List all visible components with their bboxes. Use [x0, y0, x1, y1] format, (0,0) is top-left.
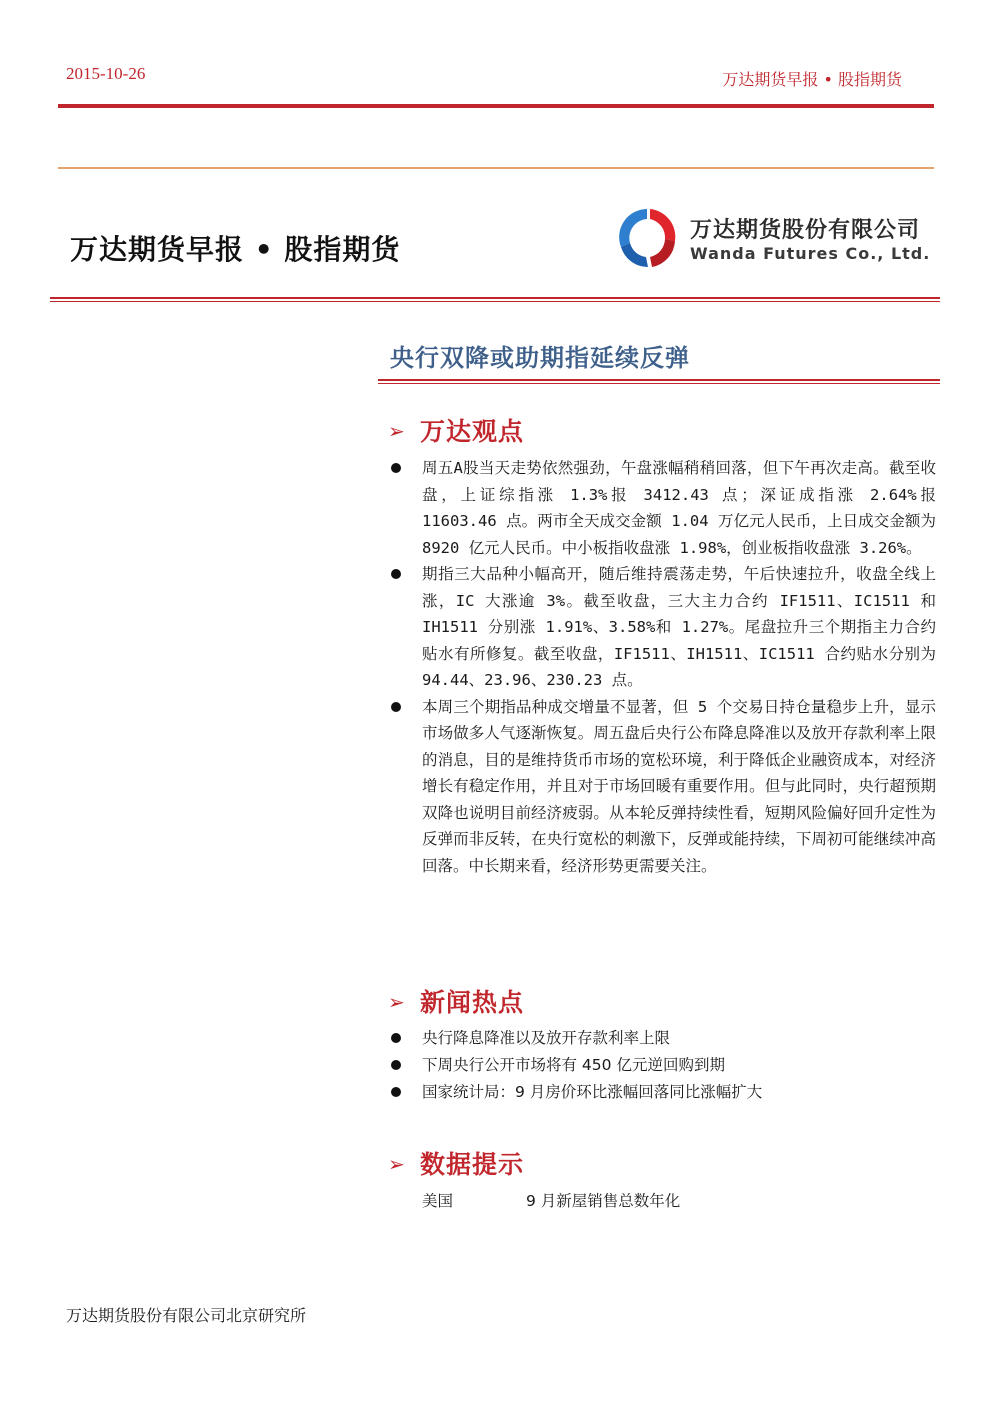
brand-title: 万达期货早报 • 股指期货 [70, 233, 401, 266]
section-title-view [388, 412, 524, 448]
logo-company-name-en: Wanda Futures Co., Ltd. [690, 244, 931, 263]
news-bullet-list [388, 1025, 936, 1106]
wanda-swirl-logo-icon [612, 203, 682, 273]
list-item [388, 455, 936, 561]
orange-divider [58, 167, 934, 169]
list-item-text: 周五A股当天走势依然强劲，午盘涨幅稍稍回落，但下午再次走高。截至收盘，上证综指涨 1.3%报 3412.43 点；深证成指涨 2.64%报 11603.46 点。两市全天成交金额 1.04 万亿元人民币，上日成交金额为 8920 亿元人民币。中小板指收盘涨 1.98%，创业板指收盘涨 3.26%。 [422, 459, 936, 557]
list-item [388, 1052, 936, 1079]
list-item-text: 本周三个期指品种成交增量不显著，但 5 个交易日持仓量稳步上升，显示市场做多人气逐渐恢复。周五盘后央行公布降息降准以及放开存款利率上限的消息，目的是维持货币市场的宽松环境，利于降低企业融资成本，对经济增长有稳定作用，并且对于市场回暖有重要作用。但与此同时，央行超预期双降也说明目前经济疲弱。从本轮反弹持续性看，短期风险偏好回升定性为反弹而非反转，在央行宽松的刺激下，反弹或能持续，下周初可能继续冲高回落。中长期来看，经济形势更需要关注。 [422, 697, 936, 875]
list-item-text: 国家统计局：9 月房价环比涨幅回落同比涨幅扩大 [422, 1083, 763, 1101]
logo-company-name-cn: 万达期货股份有限公司 [690, 218, 921, 243]
bullet-dot-icon [391, 1060, 401, 1070]
bullet-dot-icon [391, 463, 401, 473]
bullet-dot-icon [391, 569, 401, 579]
headline-divider-top [378, 379, 940, 381]
list-item [388, 1079, 936, 1106]
bullet-dot-icon [391, 1087, 401, 1097]
list-item-text: 期指三大品种小幅高开，随后维持震荡走势，午后快速拉升，收盘全线上涨，IC 大涨逾 3%。截至收盘，三大主力合约 IF1511、IC1511 和 IH1511 分别涨 1.91%、3.58%和 1.27%。尾盘拉升三个期指主力合约贴水有所修复。截至收盘，IF1511、IH1511、IC1511 合约贴水分别为 94.44、23.96、230.23 点。 [422, 565, 936, 689]
data-row-country: 美国 [422, 1192, 454, 1210]
bullet-dot-icon [391, 702, 401, 712]
arrow-right-icon: ➢ [388, 1152, 406, 1176]
list-item-text: 央行降息降准以及放开存款利率上限 [422, 1029, 671, 1047]
report-date: 2015-10-26 [66, 64, 146, 83]
company-logo [612, 203, 932, 273]
headline-divider-bottom [378, 383, 940, 384]
bullet-dot-icon [391, 1033, 401, 1043]
view-bullet-list [388, 455, 936, 879]
data-row-item: 9 月新屋销售总数年化 [526, 1192, 681, 1210]
list-item-text: 下周央行公开市场将有 450 亿元逆回购到期 [422, 1056, 725, 1074]
header-report-name: 万达期货早报 • 股指期货 [722, 70, 902, 89]
section-title-data [388, 1145, 524, 1181]
data-row [422, 1189, 680, 1211]
header-divider [58, 104, 934, 108]
section-title-data-label: 数据提示 [420, 1150, 525, 1179]
list-item [388, 1025, 936, 1052]
brand-divider-top [50, 297, 940, 299]
section-title-news [388, 983, 524, 1019]
page-headline: 央行双降或助期指延续反弹 [390, 344, 690, 372]
section-title-news-label: 新闻热点 [420, 988, 525, 1017]
list-item [388, 561, 936, 694]
section-title-view-label: 万达观点 [420, 417, 525, 446]
list-item [388, 694, 936, 880]
arrow-right-icon: ➢ [388, 990, 406, 1014]
page-footer: 万达期货股份有限公司北京研究所 [66, 1306, 307, 1325]
arrow-right-icon: ➢ [388, 419, 406, 443]
brand-divider-bottom [50, 301, 940, 302]
